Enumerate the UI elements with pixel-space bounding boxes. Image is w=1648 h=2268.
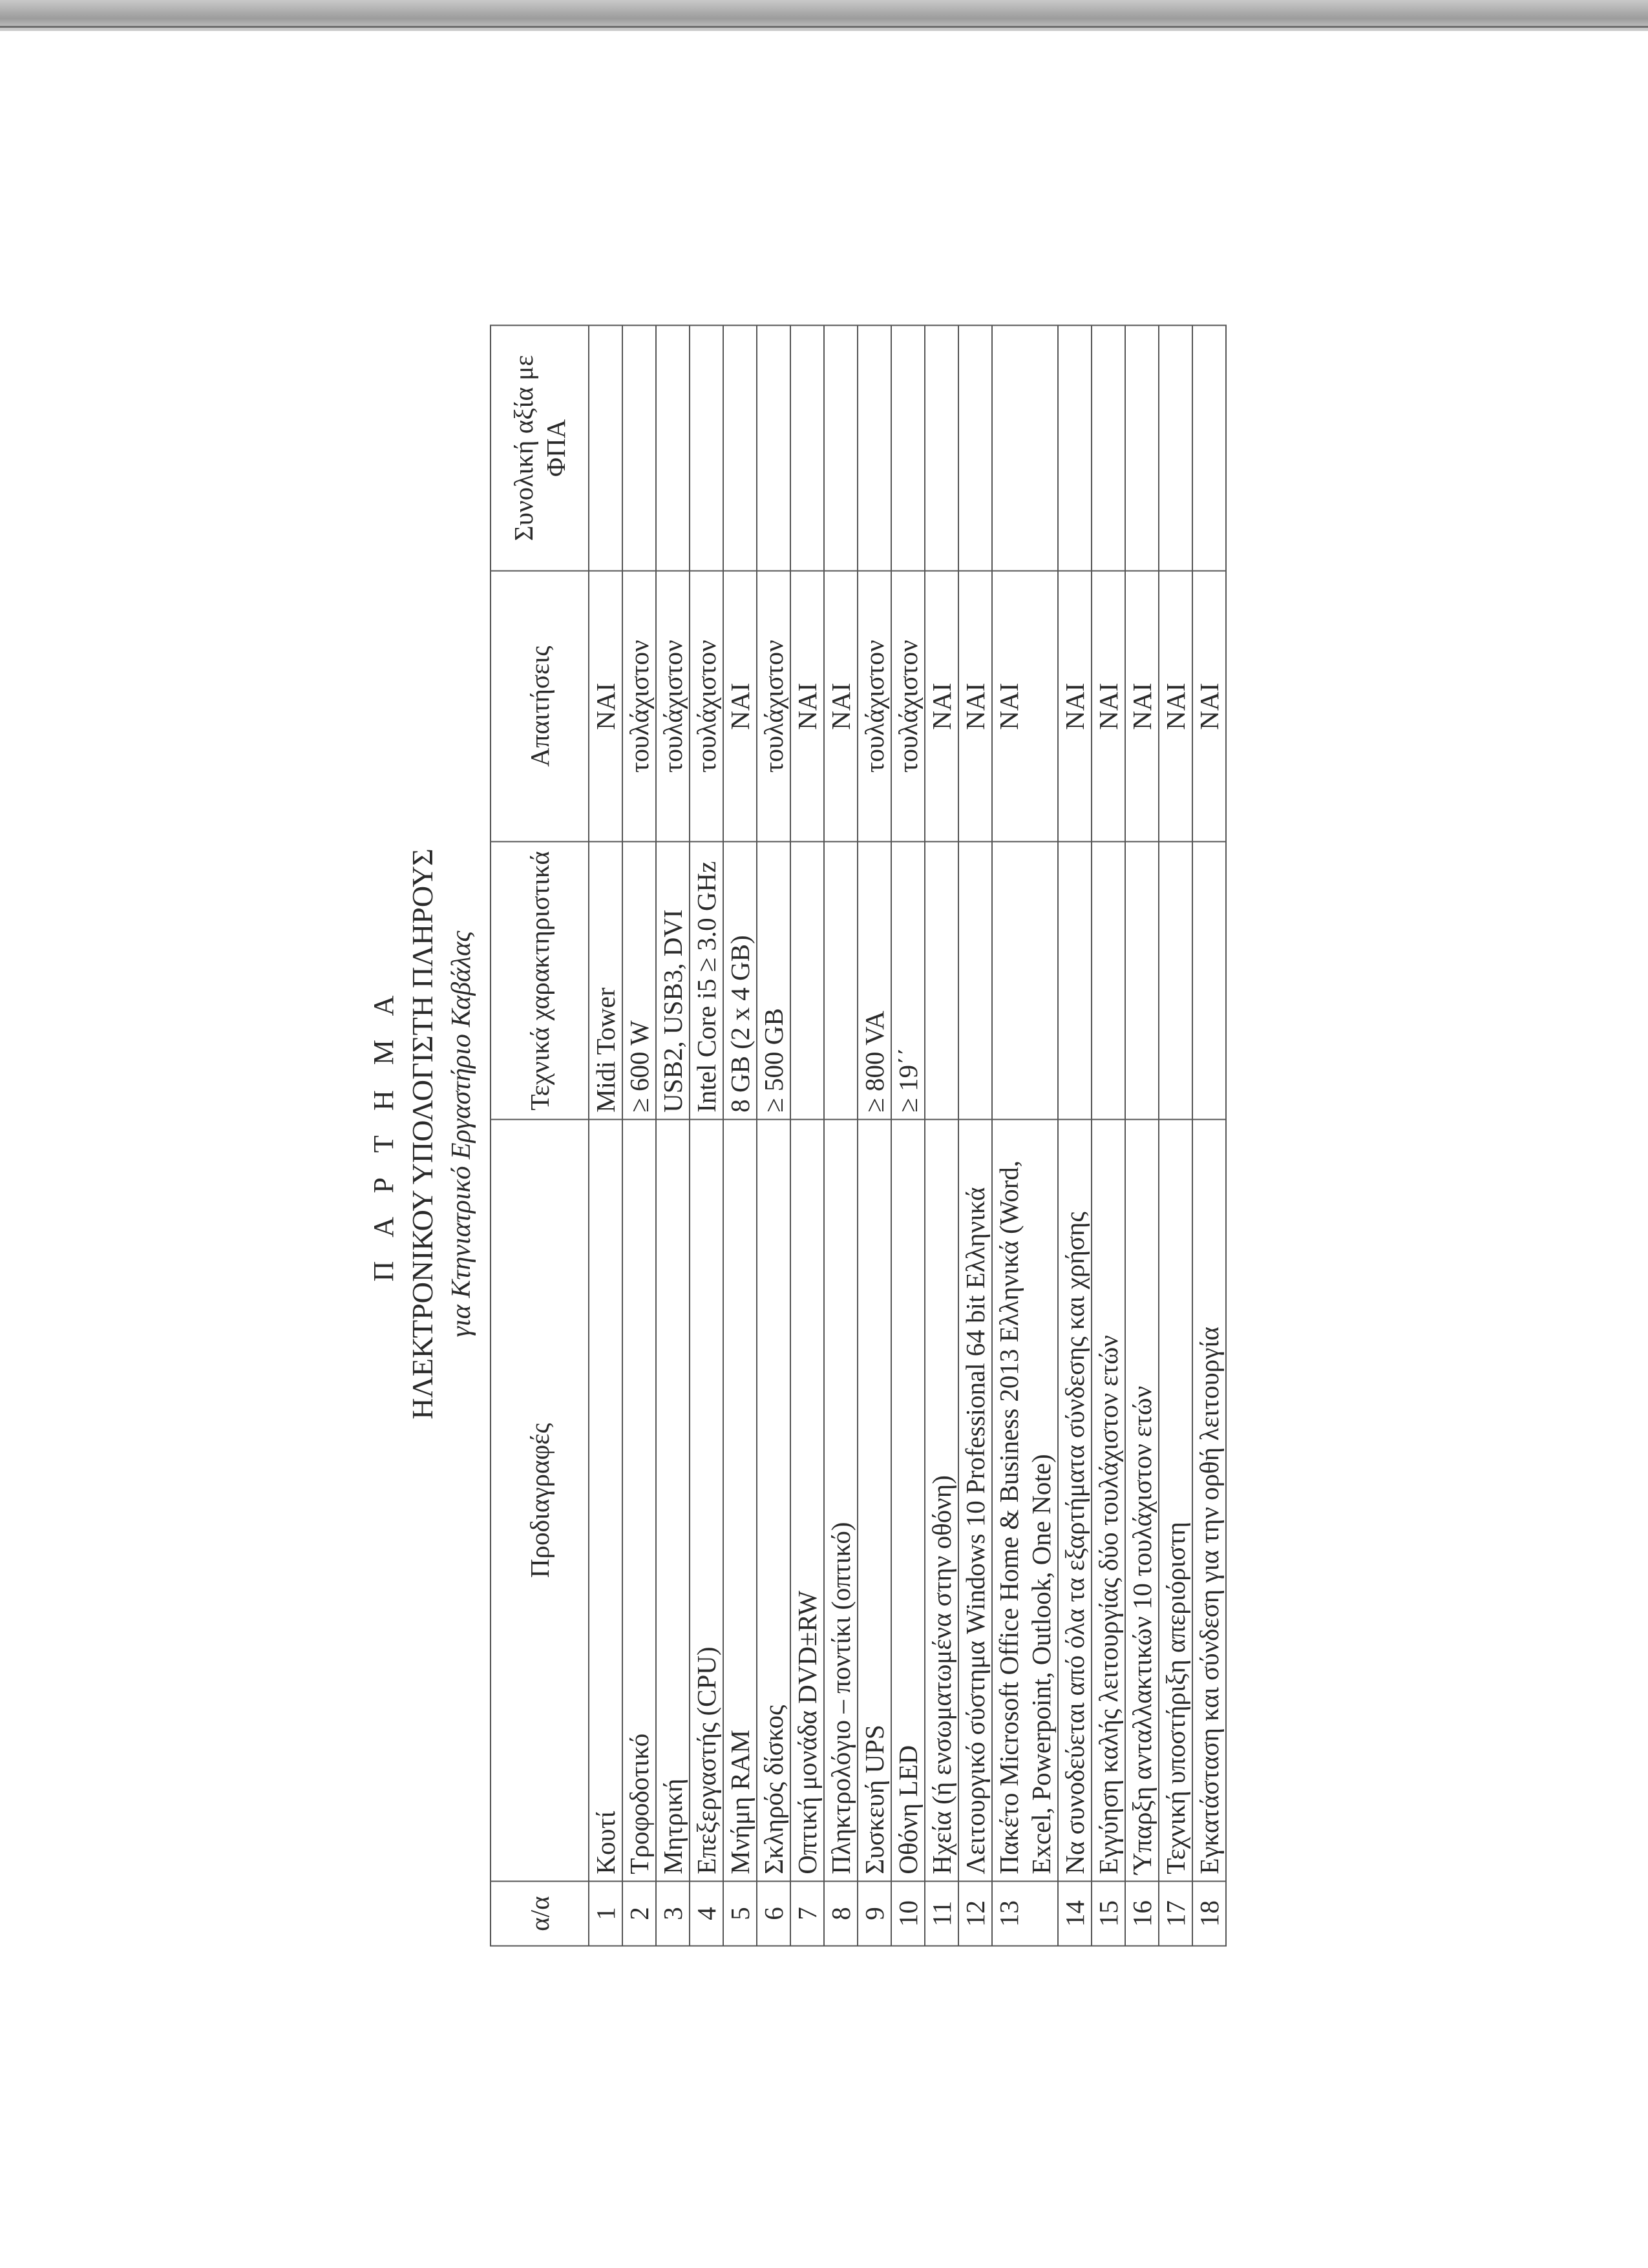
cell-tech bbox=[992, 842, 1058, 1120]
cell-tech bbox=[1058, 842, 1092, 1120]
cell-value bbox=[925, 326, 958, 571]
cell-req: τουλάχιστον bbox=[656, 571, 690, 842]
cell-req: ΝΑΙ bbox=[824, 571, 858, 842]
cell-req: τουλάχιστον bbox=[757, 571, 790, 842]
table-row bbox=[589, 326, 622, 1946]
cell-req: τουλάχιστον bbox=[690, 571, 723, 842]
cell-req: ΝΑΙ bbox=[925, 571, 958, 842]
cell-req: ΝΑΙ bbox=[1125, 571, 1159, 842]
cell-req: τουλάχιστον bbox=[891, 571, 925, 842]
cell-tech: Midi Tower bbox=[589, 842, 622, 1120]
cell-num: 12 bbox=[958, 1882, 992, 1946]
cell-desc: Να συνοδεύεται από όλα τα εξαρτήματα σύνδεσης και χρήσης bbox=[1058, 1120, 1092, 1882]
cell-desc: Τεχνική υποστήριξη απεριόριστη bbox=[1159, 1120, 1192, 1882]
cell-req: τουλάχιστον bbox=[858, 571, 891, 842]
cell-req: ΝΑΙ bbox=[992, 571, 1058, 842]
cell-value bbox=[992, 326, 1058, 571]
cell-tech bbox=[1125, 842, 1159, 1120]
cell-value bbox=[589, 326, 622, 571]
cell-num: 7 bbox=[790, 1882, 824, 1946]
header-tech: Τεχνικά χαρακτηριστικά bbox=[491, 842, 589, 1120]
table-row bbox=[992, 326, 1058, 1946]
cell-tech: ≥ 600 W bbox=[622, 842, 656, 1120]
cell-req: τουλάχιστον bbox=[622, 571, 656, 842]
cell-desc: Μητρική bbox=[656, 1120, 690, 1882]
table-row bbox=[790, 326, 824, 1946]
cell-num: 17 bbox=[1159, 1882, 1192, 1946]
cell-num: 3 bbox=[656, 1882, 690, 1946]
cell-value bbox=[1092, 326, 1125, 571]
table-row bbox=[690, 326, 723, 1946]
cell-num: 15 bbox=[1092, 1882, 1125, 1946]
cell-value bbox=[656, 326, 690, 571]
cell-req: ΝΑΙ bbox=[790, 571, 824, 842]
table-row bbox=[656, 326, 690, 1946]
cell-tech: ≥ 19΄΄ bbox=[891, 842, 925, 1120]
cell-value bbox=[958, 326, 992, 571]
table-row bbox=[1159, 326, 1192, 1946]
header-req: Απαιτήσεις bbox=[491, 571, 589, 842]
cell-desc: Οθόνη LED bbox=[891, 1120, 925, 1882]
table-row bbox=[622, 326, 656, 1946]
cell-value bbox=[790, 326, 824, 571]
header-value: Συνολική αξία με ΦΠΑ bbox=[491, 326, 589, 571]
cell-desc: Ηχεία (ή ενσωματωμένα στην οθόνη) bbox=[925, 1120, 958, 1882]
cell-req: ΝΑΙ bbox=[1092, 571, 1125, 842]
table-row bbox=[757, 326, 790, 1946]
table-row bbox=[1058, 326, 1092, 1946]
cell-req: ΝΑΙ bbox=[958, 571, 992, 842]
cell-tech: ≥ 800 VA bbox=[858, 842, 891, 1120]
cell-tech: USB2, USB3, DVI bbox=[656, 842, 690, 1120]
header-desc: Προδιαγραφές bbox=[491, 1120, 589, 1882]
cell-desc: Κουτί bbox=[589, 1120, 622, 1882]
table-row bbox=[858, 326, 891, 1946]
cell-tech bbox=[958, 842, 992, 1120]
table-body bbox=[589, 326, 1226, 1946]
rotated-sheet bbox=[355, 277, 1293, 1992]
cell-num: 10 bbox=[891, 1882, 925, 1946]
cell-tech bbox=[1192, 842, 1226, 1120]
table-row bbox=[723, 326, 757, 1946]
cell-num: 6 bbox=[757, 1882, 790, 1946]
cell-tech bbox=[824, 842, 858, 1120]
cell-req: ΝΑΙ bbox=[1159, 571, 1192, 842]
table-row bbox=[925, 326, 958, 1946]
cell-value bbox=[622, 326, 656, 571]
doc-title: Π Α Ρ Τ Η Μ Α bbox=[368, 986, 399, 1282]
scanner-edge bbox=[0, 0, 1648, 31]
table-row bbox=[1125, 326, 1159, 1946]
cell-num: 2 bbox=[622, 1882, 656, 1946]
cell-tech bbox=[790, 842, 824, 1120]
cell-num: 14 bbox=[1058, 1882, 1092, 1946]
cell-value bbox=[1159, 326, 1192, 571]
cell-value bbox=[757, 326, 790, 571]
cell-num: 8 bbox=[824, 1882, 858, 1946]
cell-desc: Οπτική μονάδα DVD±RW bbox=[790, 1120, 824, 1882]
table-row bbox=[824, 326, 858, 1946]
cell-req: ΝΑΙ bbox=[1192, 571, 1226, 842]
cell-desc: Εγγύηση καλής λειτουργίας δύο τουλάχιστον ετών bbox=[1092, 1120, 1125, 1882]
cell-value bbox=[824, 326, 858, 571]
cell-num: 16 bbox=[1125, 1882, 1159, 1946]
cell-num: 18 bbox=[1192, 1882, 1226, 1946]
scanner-edge-line bbox=[0, 26, 1648, 28]
cell-value bbox=[1192, 326, 1226, 571]
cell-num: 1 bbox=[589, 1882, 622, 1946]
cell-desc: Εγκατάσταση και σύνδεση για την ορθή λειτουργία bbox=[1192, 1120, 1226, 1882]
cell-req: ΝΑΙ bbox=[1058, 571, 1092, 842]
cell-num: 9 bbox=[858, 1882, 891, 1946]
cell-value bbox=[690, 326, 723, 571]
cell-value bbox=[891, 326, 925, 571]
cell-tech bbox=[1159, 842, 1192, 1120]
cell-value bbox=[858, 326, 891, 571]
cell-value bbox=[1058, 326, 1092, 571]
doc-subtitle: ΗΛΕΚΤΡΟΝΙΚΟΥ ΥΠΟΛΟΓΙΣΤΗ ΠΛΗΡΟΥΣ bbox=[406, 848, 439, 1420]
cell-value bbox=[1125, 326, 1159, 571]
cell-num: 5 bbox=[723, 1882, 757, 1946]
cell-tech bbox=[925, 842, 958, 1120]
cell-req: ΝΑΙ bbox=[589, 571, 622, 842]
cell-num: 13 bbox=[992, 1882, 1058, 1946]
header-row bbox=[491, 326, 589, 1946]
specs-table bbox=[490, 325, 1227, 1947]
cell-tech bbox=[1092, 842, 1125, 1120]
cell-desc: Τροφοδοτικό bbox=[622, 1120, 656, 1882]
table-row bbox=[891, 326, 925, 1946]
cell-value bbox=[723, 326, 757, 571]
cell-desc: Μνήμη RAM bbox=[723, 1120, 757, 1882]
cell-desc: Συσκευή UPS bbox=[858, 1120, 891, 1882]
cell-tech: 8 GB (2 x 4 GB) bbox=[723, 842, 757, 1120]
cell-desc: Πληκτρολόγιο – ποντίκι (οπτικό) bbox=[824, 1120, 858, 1882]
header-num: α/α bbox=[491, 1882, 589, 1946]
cell-desc: Επεξεργαστής (CPU) bbox=[690, 1120, 723, 1882]
cell-req: ΝΑΙ bbox=[723, 571, 757, 842]
table-row bbox=[1192, 326, 1226, 1946]
cell-num: 11 bbox=[925, 1882, 958, 1946]
title-block bbox=[355, 277, 481, 1992]
table-row bbox=[958, 326, 992, 1946]
cell-desc: Ύπαρξη ανταλλακτικών 10 τουλάχιστον ετών bbox=[1125, 1120, 1159, 1882]
cell-num: 4 bbox=[690, 1882, 723, 1946]
cell-tech: ≥ 500 GB bbox=[757, 842, 790, 1120]
cell-desc: Σκληρός δίσκος bbox=[757, 1120, 790, 1882]
cell-desc: Πακέτο Microsoft Office Home & Business 2013 Ελληνικά (Word, Excel, Powerpoint, Outlook, One Note) bbox=[992, 1120, 1058, 1882]
doc-subsubtitle: για Κτηνιατρικό Εργαστήριο Καβάλας bbox=[447, 930, 476, 1338]
table-row bbox=[1092, 326, 1125, 1946]
cell-desc: Λειτουργικό σύστημα Windows 10 Professional 64 bit Ελληνικά bbox=[958, 1120, 992, 1882]
cell-tech: Intel Core i5 ≥ 3.0 GHz bbox=[690, 842, 723, 1120]
